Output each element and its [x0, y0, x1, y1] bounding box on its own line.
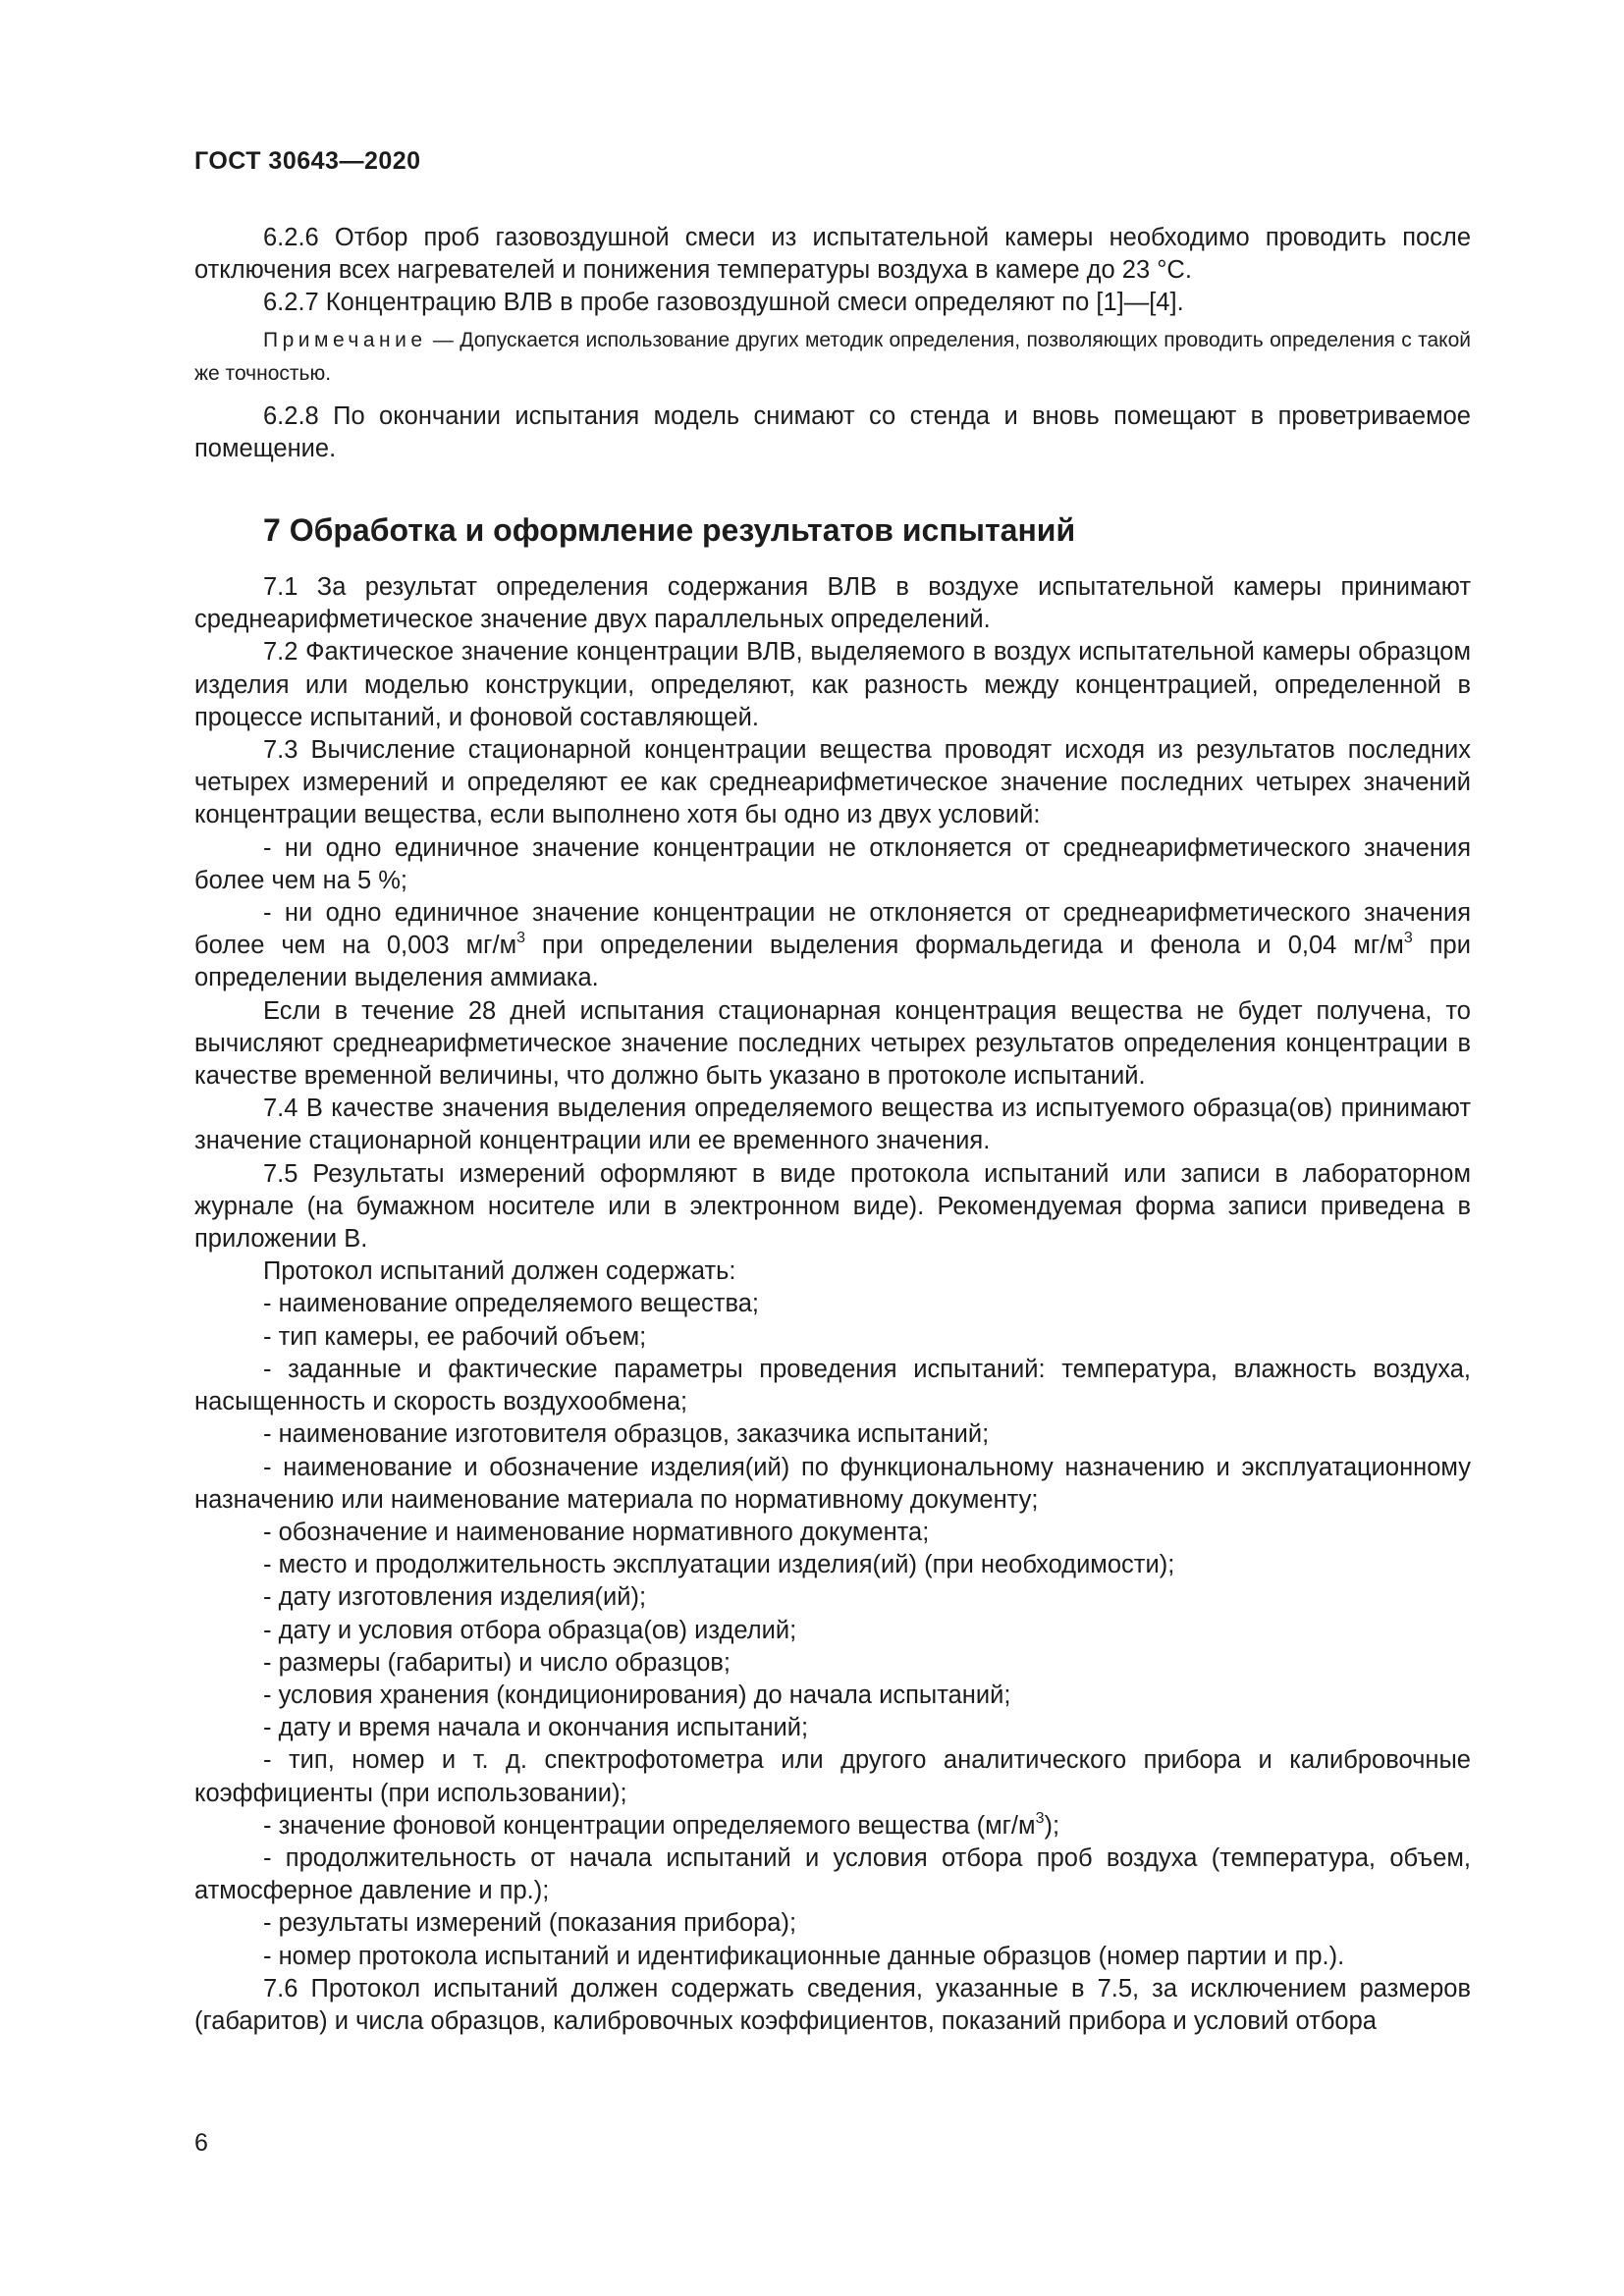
clause-6-2-6: 6.2.6 Отбор проб газовоздушной смеси из испытательной камеры необходимо проводить после отключения всех нагревателей и понижения температуры воздуха в камере до 23 °С. [194, 224, 1471, 285]
condition-2-part-a: - ни одно единичное значение концентрации не отклоняется от среднеарифметического значения более чем на 0,003 мг/м [194, 899, 1471, 960]
list-item: - дату и время начала и окончания испытаний; [263, 1714, 809, 1742]
note [194, 324, 1471, 391]
list-item: - номер протокола испытаний и идентификационные данные образцов (номер партии и пр.). [263, 1942, 1345, 1970]
clause-7-1: 7.1 За результат определения содержания ВЛВ в воздухе испытательной камеры принимают среднеарифметическое значение двух параллельных определений. [194, 573, 1471, 634]
list-item: - условия хранения (кондиционирования) до начала испытаний; [263, 1681, 1011, 1709]
clause-7-4: 7.4 В качестве значения выделения определяемого вещества из испытуемого образца(ов) принимают значение стационарной концентрации или ее временного значения. [194, 1095, 1471, 1155]
list-item: - результаты измерений (показания прибора); [263, 1909, 797, 1938]
background-item-part-b: ); [1044, 1811, 1060, 1840]
document-body [194, 222, 1471, 2038]
list-item: - дату и условия отбора образца(ов) изделий; [263, 1616, 797, 1644]
list-item: - тип камеры, ее рабочий объем; [263, 1322, 647, 1351]
page-number: 6 [194, 2129, 208, 2157]
section-7-title: 7 Обработка и оформление результатов испытаний [263, 512, 1076, 549]
list-item: - наименование определяемого вещества; [263, 1290, 759, 1318]
document-header: ГОСТ 30643—2020 [194, 147, 421, 175]
condition-2-part-c: при определении выделения аммиака. [194, 932, 1471, 992]
list-item: - заданные и фактические параметры проведения испытаний: температура, влажность воздуха, насыщенность и скорость воздухообмена; [194, 1355, 1471, 1416]
superscript-3: 3 [1403, 930, 1413, 947]
clause-7-3-condition-2 [194, 897, 1471, 995]
background-item-part-a: - значение фоновой концентрации определяемого вещества (мг/м [263, 1811, 1036, 1840]
clause-7-3-tail: Если в течение 28 дней испытания стационарная концентрация вещества не будет получена, то вычисляют среднеарифметическое значение последних четырех результатов определения концентрации в качестве временной величины, что должно быть указано в протоколе испытаний. [194, 996, 1471, 1091]
list-item: - обозначение и наименование нормативного документа; [263, 1518, 930, 1546]
list-item: - дату изготовления изделия(ий); [263, 1583, 647, 1612]
list-item: - продолжительность от начала испытаний и условия отбора проб воздуха (температура, объем, атмосферное давление и пр.); [194, 1843, 1471, 1905]
note-text: — Допускается использование других методик определения, позволяющих проводить определения с такой же точностью. [194, 328, 1471, 385]
clause-7-6: 7.6 Протокол испытаний должен содержать сведения, указанные в 7.5, за исключением размеров (габаритов) и числа образцов, калибровочных коэффициентов, показаний прибора и условий отбора [194, 1974, 1471, 2035]
clause-7-3: 7.3 Вычисление стационарной концентрации вещества проводят исходя из результатов последних четырех измерений и определяют ее как среднеарифметическое значение последних четырех значений концентрации вещества, если выполнено хотя бы одно из двух условий: [194, 736, 1471, 829]
superscript-3: 3 [516, 930, 526, 947]
list-item: - место и продолжительность эксплуатации изделия(ий) (при необходимости); [263, 1551, 1175, 1579]
list-item: - наименование изготовителя образцов, заказчика испытаний; [263, 1420, 990, 1449]
clause-7-3-condition-1: - ни одно единичное значение концентрации не отклоняется от среднеарифметического значения более чем на 5 %; [194, 833, 1471, 894]
clause-7-5: 7.5 Результаты измерений оформляют в виде протокола испытаний или записи в лабораторном журнале (на бумажном носителе или в электронном виде). Рекомендуемая форма записи приведена в приложении В. [194, 1159, 1471, 1254]
list-item: - наименование и обозначение изделия(ий) по функциональному назначению и эксплуатационному назначению или наименование материала по нормативному документу; [194, 1453, 1471, 1514]
clause-7-2: 7.2 Фактическое значение концентрации ВЛВ, выделяемого в воздух испытательной камеры образцом изделия или моделью конструкции, определяют, как разность между концентрацией, определенной в процессе испытаний, и фоновой составляющей. [194, 638, 1471, 731]
clause-6-2-8: 6.2.8 По окончании испытания модель снимают со стенда и вновь помещают в проветриваемое помещение. [194, 401, 1471, 462]
note-lead: Примечание [263, 328, 427, 351]
protocol-intro: Протокол испытаний должен содержать: [263, 1257, 736, 1286]
list-item: - размеры (габариты) и число образцов; [263, 1648, 731, 1677]
list-item [194, 1810, 1471, 1842]
list-item: - тип, номер и т. д. спектрофотометра или другого аналитического прибора и калибровочные коэффициенты (при использовании); [194, 1746, 1471, 1807]
superscript-3: 3 [1035, 1809, 1045, 1827]
condition-2-part-b: при определении выделения формальдегида и фенола и 0,04 мг/м [525, 932, 1404, 960]
clause-6-2-7: 6.2.7 Концентрацию ВЛВ в пробе газовоздушной смеси определяют по [1]—[4]. [263, 289, 1184, 317]
